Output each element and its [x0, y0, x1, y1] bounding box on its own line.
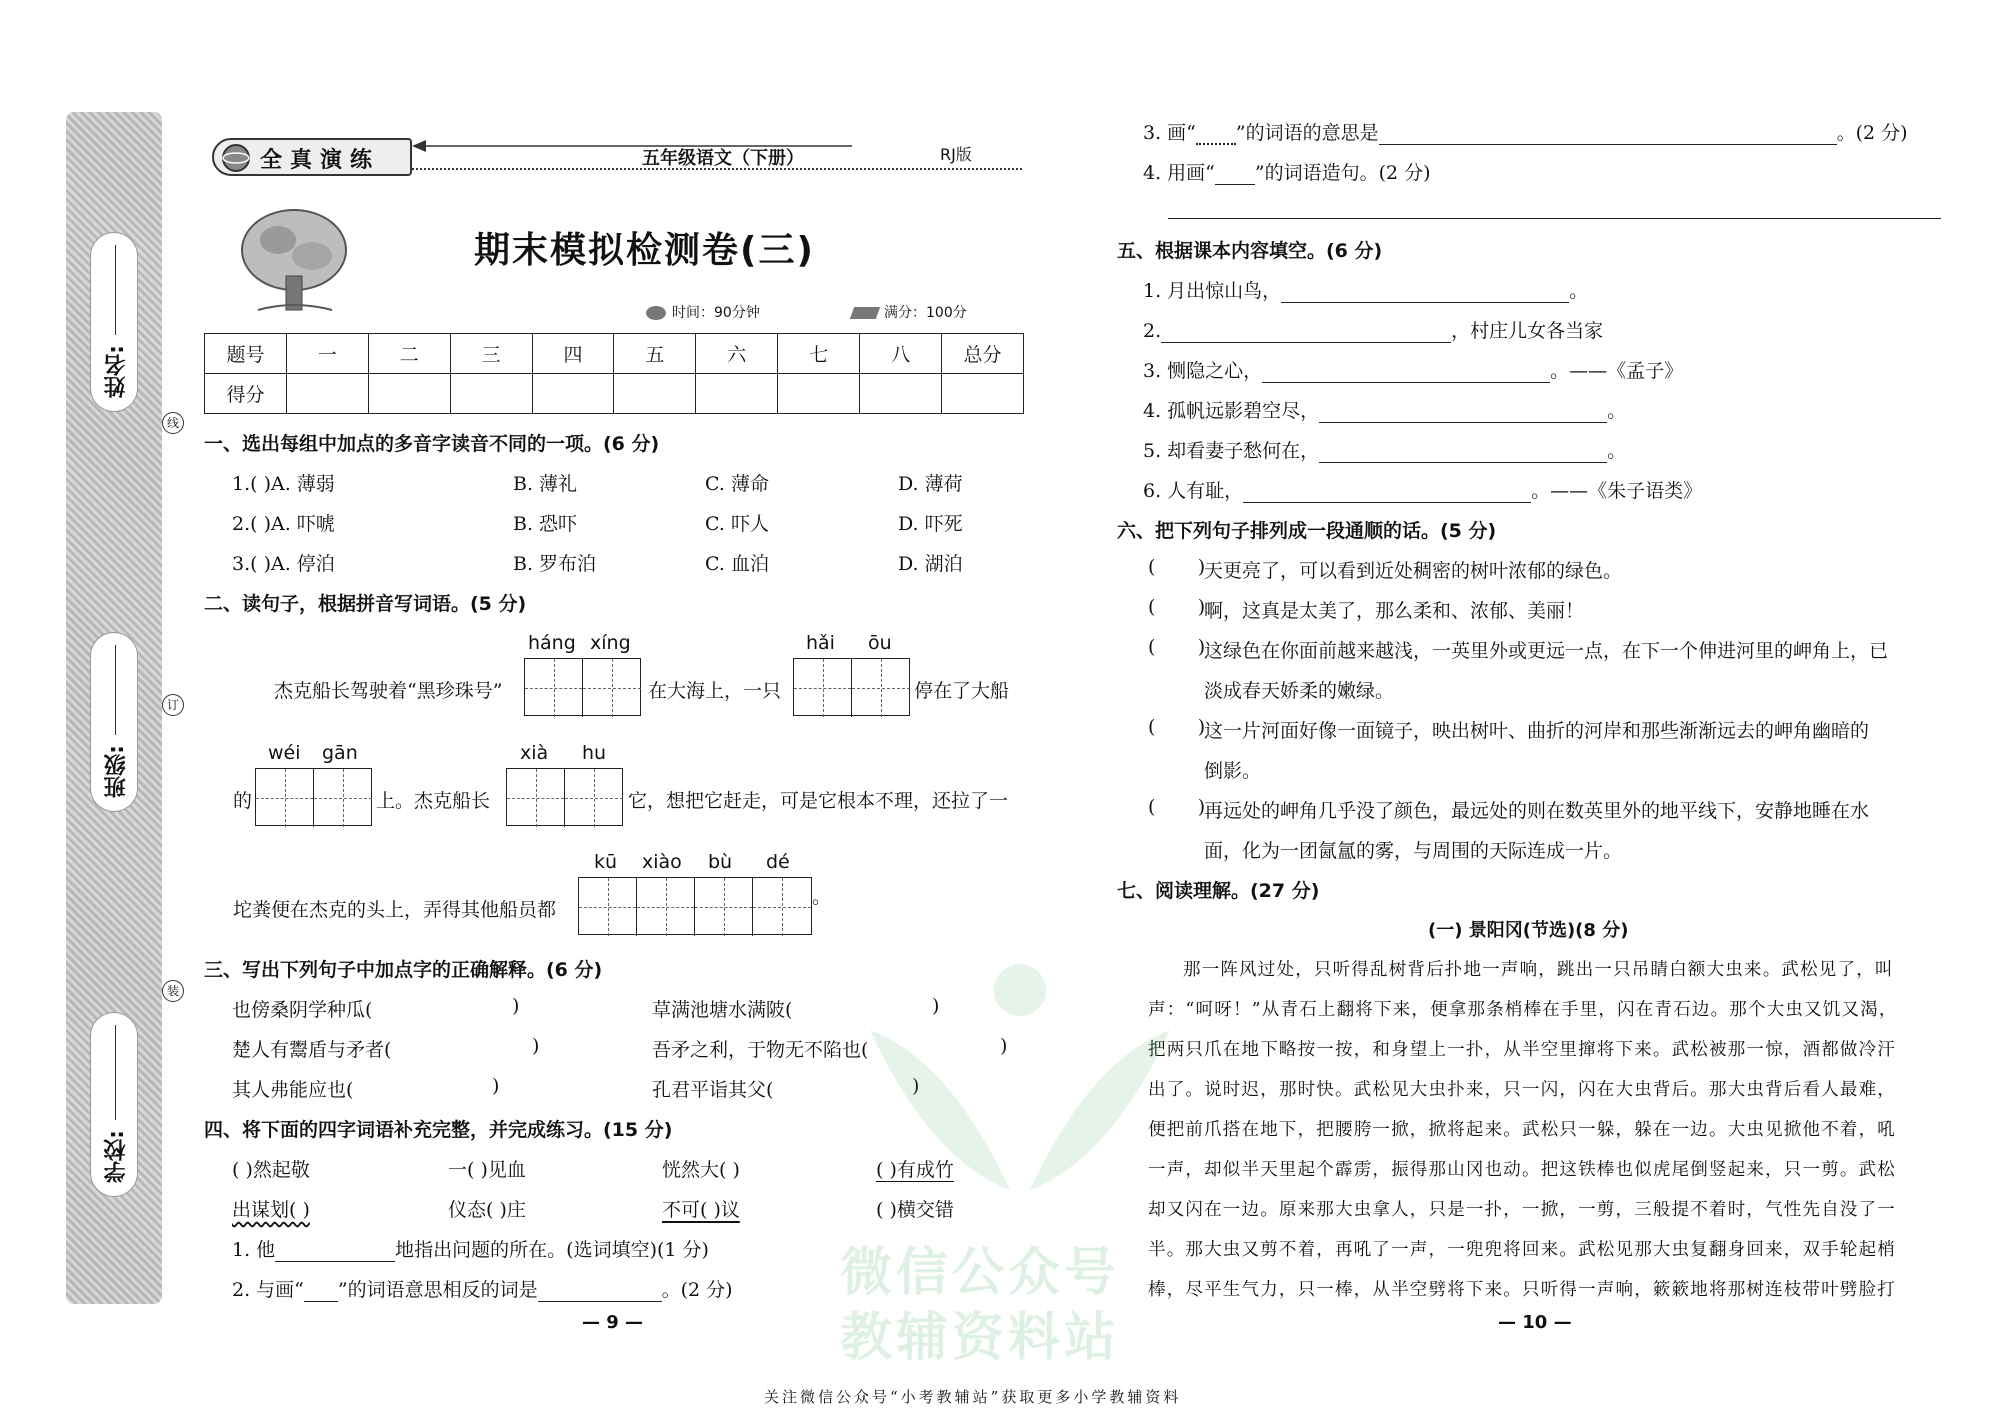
s2-text-1b: 在大海上，一只 — [648, 680, 782, 702]
book-icon — [850, 307, 880, 319]
exam-time: 时间：90分钟 — [672, 305, 760, 321]
answer-blank[interactable] — [1379, 126, 1837, 145]
tree-illustration — [228, 206, 358, 318]
pinyin: xiào — [642, 851, 682, 873]
answer-blank[interactable] — [275, 1243, 395, 1262]
score-table-cell: 二 — [368, 334, 450, 374]
watermark-text-1: 微信公众号 — [840, 1243, 1121, 1303]
pinyin-writing-box[interactable] — [524, 658, 641, 716]
s1-q3-c: C. 血泊 — [705, 553, 769, 575]
pinyin-writing-box[interactable] — [793, 658, 910, 716]
score-input-cell[interactable] — [368, 374, 450, 414]
name-line — [115, 245, 116, 335]
s2-text-2a: 的 — [233, 790, 253, 812]
pinyin: hǎi — [806, 632, 835, 654]
score-table-cell: 六 — [696, 334, 778, 374]
s6-sentence-cont: 淡成春天娇柔的嫩绿。 — [1204, 680, 1395, 702]
footer-note: 关注微信公众号“小考教辅站”获取更多小学教辅资料 — [764, 1388, 1182, 1406]
answer-blank[interactable] — [1161, 324, 1451, 343]
s5-text: 。——《孟子》 — [1550, 360, 1684, 382]
s4-q2 — [232, 1275, 733, 1302]
s5-text: 。 — [1569, 280, 1589, 302]
s5-text: 2. — [1143, 320, 1162, 342]
pinyin: ōu — [868, 632, 892, 654]
s6-sentence: 啊，这真是太美了，那么柔和、浓郁、美丽！ — [1204, 600, 1585, 622]
writing-cell[interactable] — [314, 769, 372, 827]
s5-item-3 — [1143, 356, 1683, 383]
section-1-heading: 一、选出每组中加点的多音字读音不同的一项。(6 分) — [204, 433, 660, 455]
marker-sample — [304, 1283, 338, 1302]
s5-text: 6. 人有耻， — [1143, 480, 1244, 502]
s6-sentence: 天更亮了，可以看到近处稠密的树叶浓郁的绿色。 — [1204, 560, 1623, 582]
reading-line: 一声，却似半天里起个霹雳，振得那山冈也动。把这铁棒也似虎尾倒竖起来，只一剪。武松 — [1148, 1160, 1896, 1180]
marker-sample — [1196, 126, 1236, 145]
s3-item-close: ) — [512, 995, 520, 1017]
s1-q1-c: C. 薄命 — [705, 473, 769, 495]
s3-item: 楚人有鬻盾与矛者( — [232, 1039, 392, 1061]
writing-cell[interactable] — [794, 659, 852, 717]
pinyin: kū — [594, 851, 618, 873]
pinyin: gān — [322, 742, 358, 764]
s4-q3 — [1143, 118, 1908, 145]
s2-text-1a: 杰克船长驾驶着“黑珍珠号” — [274, 680, 503, 702]
binding-mark-ding: 订 — [162, 694, 184, 716]
s5-item-4 — [1143, 396, 1626, 423]
order-paren[interactable]: ( ) — [1148, 556, 1206, 578]
s1-q2-b: B. 恐吓 — [513, 513, 578, 535]
section-5-heading: 五、根据课本内容填空。(6 分) — [1117, 240, 1383, 262]
writing-cell[interactable] — [507, 769, 565, 827]
s4-idiom: 仪态( )庄 — [448, 1199, 526, 1221]
s5-text: 4. 孤帆远影碧空尽， — [1143, 400, 1320, 422]
answer-blank[interactable] — [1319, 444, 1607, 463]
sentence-answer-line[interactable] — [1168, 218, 1941, 219]
s5-text: 。——《朱子语类》 — [1531, 480, 1703, 502]
pinyin: xíng — [590, 632, 631, 654]
s2-text-3b: 。 — [812, 886, 832, 908]
pinyin-writing-box[interactable] — [255, 768, 372, 826]
class-field-box — [90, 632, 138, 812]
s1-q3-d: D. 湖泊 — [898, 553, 963, 575]
s5-item-5 — [1143, 436, 1626, 463]
binding-mark-xian: 线 — [162, 412, 184, 434]
s4-idiom-underlined: ( )有成竹 — [876, 1159, 954, 1181]
s4-idiom: 一( )见血 — [448, 1159, 526, 1181]
globe-icon — [218, 140, 256, 174]
s4-idiom: ( )然起敬 — [232, 1159, 310, 1181]
marker-sample — [1215, 166, 1255, 185]
pinyin: háng — [528, 632, 576, 654]
s2-text-1c: 停在了大船 — [914, 680, 1010, 702]
score-table-score-row — [205, 374, 1024, 414]
reading-line: 把两只爪在地下略按一按，和身望上一扑，从半空里撺将下来。武松被那一惊，酒都做冷汗 — [1148, 1040, 1896, 1060]
s1-q2-a: 2.( )A. 吓唬 — [232, 513, 335, 535]
s5-text: 。 — [1607, 400, 1627, 422]
s4-q3-a: 3. 画“ — [1143, 122, 1196, 144]
score-table-cell: 八 — [860, 334, 942, 374]
s4-q2-b: ”的词语意思相反的词是 — [337, 1279, 538, 1301]
s4-q4 — [1143, 158, 1431, 185]
header-banner — [212, 138, 1022, 176]
s4-idiom: ( )横交错 — [876, 1199, 954, 1221]
section-3-heading: 三、写出下列句子中加点字的正确解释。(6 分) — [204, 959, 603, 981]
writing-cell[interactable] — [695, 878, 753, 936]
exam-full-score: 满分：100分 — [884, 305, 967, 321]
s1-q3-a: 3.( )A. 停泊 — [232, 553, 335, 575]
s5-text: ，村庄儿女各当家 — [1451, 320, 1604, 342]
s4-q1-a: 1. 他 — [232, 1239, 276, 1261]
page-number-right: — 10 — — [1498, 1312, 1572, 1333]
s3-item: 其人弗能应也( — [232, 1079, 354, 1101]
reading-line: 那一阵风过处，只听得乱树背后扑地一声响，跳出一只吊睛白额大虫来。武松见了，叫 — [1183, 960, 1894, 980]
exam-time-meta — [646, 302, 760, 322]
s5-text: 5. 却看妻子愁何在， — [1143, 440, 1320, 462]
reading-line: 棒，尽平生气力，只一棒，从半空劈将下来。只听得一声响，簌簌地将那树连枝带叶劈脸打 — [1148, 1280, 1896, 1300]
section-7-heading: 七、阅读理解。(27 分) — [1117, 880, 1320, 902]
s4-idiom-double: 不可( )议 — [662, 1199, 740, 1221]
series-logo-text: 全真演练 — [260, 148, 381, 173]
reading-subtitle: (一) 景阳冈(节选)(8 分) — [1428, 920, 1629, 941]
score-input-cell[interactable] — [614, 374, 696, 414]
order-paren[interactable]: ( ) — [1148, 796, 1206, 818]
s2-text-3a: 坨粪便在杰克的头上，弄得其他船员都 — [233, 899, 557, 921]
s2-text-2b: 上。杰克船长 — [376, 790, 491, 812]
score-table-cell: 总分 — [942, 334, 1024, 374]
s6-sentence-cont: 倒影。 — [1204, 760, 1262, 782]
score-input-cell[interactable] — [778, 374, 860, 414]
reading-line: 声：“呵呀！”从青石上翻将下来，便拿那条梢棒在手里，闪在青石边。那个大虫又饥又渴， — [1148, 1000, 1898, 1020]
reading-line: 便把前爪搭在地下，把腰胯一掀，掀将起来。武松只一躲，躲在一边。大虫见掀他不着，吼 — [1148, 1120, 1896, 1140]
s3-item-close: ) — [932, 995, 940, 1017]
s6-sentence-cont: 面，化为一团氤氲的雾，与周围的天际连成一片。 — [1204, 840, 1623, 862]
s3-item: 草满池塘水满陂( — [652, 999, 793, 1021]
school-label: 学校: — [104, 1130, 129, 1183]
writing-cell[interactable] — [579, 878, 637, 936]
s6-sentence: 这绿色在你面前越来越浅，一英里外或更远一点，在下一个伸进河里的岬角上，已 — [1204, 640, 1889, 662]
s5-text: 1. 月出惊山鸟， — [1143, 280, 1282, 302]
school-line — [115, 1025, 116, 1120]
answer-blank[interactable] — [1281, 284, 1569, 303]
score-input-cell[interactable] — [286, 374, 368, 414]
score-table-header-row — [205, 334, 1024, 374]
s5-text: 。 — [1607, 440, 1627, 462]
s3-item: 也傍桑阴学种瓜( — [232, 999, 373, 1021]
answer-blank[interactable] — [538, 1283, 662, 1302]
s4-idiom-wavy: 出谋划( ) — [232, 1199, 310, 1221]
reading-line: 却又闪在一边。原来那大虫拿人，只是一扑，一掀，一剪，三般提不着时，气性先自没了一 — [1148, 1200, 1896, 1220]
s1-q1-a: 1.( )A. 薄弱 — [232, 473, 335, 495]
score-table-cell: 七 — [778, 334, 860, 374]
s6-sentence: 这一片河面好像一面镜子，映出树叶、曲折的河岸和那些渐渐远去的岬角幽暗的 — [1204, 720, 1870, 742]
score-input-cell[interactable] — [860, 374, 942, 414]
answer-blank[interactable] — [1243, 484, 1531, 503]
score-table-cell: 一 — [286, 334, 368, 374]
s4-q4-a: 4. 用画“ — [1143, 162, 1215, 184]
score-input-cell[interactable] — [450, 374, 532, 414]
s4-q3-b: ”的词语的意思是 — [1235, 122, 1379, 144]
score-input-cell[interactable] — [696, 374, 778, 414]
s3-item: 吾矛之利，于物无不陷也( — [652, 1039, 869, 1061]
s3-item-close: ) — [1000, 1035, 1008, 1057]
section-2-heading: 二、读句子，根据拼音写词语。(5 分) — [204, 593, 527, 615]
s6-sentence: 再远处的岬角几乎没了颜色，最远处的则在数英里外的地平线下，安静地睡在水 — [1204, 800, 1870, 822]
s5-item-6 — [1143, 476, 1702, 503]
writing-cell[interactable] — [565, 769, 623, 827]
pinyin-writing-box[interactable] — [506, 768, 623, 826]
binding-mark-zhuang: 装 — [162, 980, 184, 1002]
s4-q1-b: 地指出问题的所在。(选词填空)(1 分) — [395, 1239, 709, 1261]
s5-item-1 — [1143, 276, 1588, 303]
s5-text: 3. 恻隐之心， — [1143, 360, 1263, 382]
pinyin: dé — [766, 851, 790, 873]
writing-cell[interactable] — [256, 769, 314, 827]
s3-item: 孔君平诣其父( — [652, 1079, 774, 1101]
answer-blank[interactable] — [1262, 364, 1550, 383]
s3-item-close: ) — [532, 1035, 540, 1057]
class-label: 班级: — [104, 745, 129, 798]
s4-q1 — [232, 1235, 709, 1262]
pinyin: hu — [582, 742, 607, 764]
clock-icon — [646, 306, 666, 320]
school-field-box — [90, 1012, 138, 1197]
exam-title: 期末模拟检测卷(三) — [474, 230, 815, 271]
s1-q2-c: C. 吓人 — [705, 513, 769, 535]
score-input-cell[interactable] — [942, 374, 1024, 414]
score-row-label: 得分 — [205, 374, 287, 414]
exam-score-meta — [852, 302, 967, 322]
name-field-box — [90, 232, 138, 412]
s3-item-close: ) — [492, 1075, 500, 1097]
score-table-cell: 五 — [614, 334, 696, 374]
writing-cell[interactable] — [753, 878, 811, 936]
name-label: 姓名: — [104, 345, 129, 398]
writing-cell[interactable] — [852, 659, 910, 717]
writing-cell[interactable] — [525, 659, 583, 717]
score-table-cell: 三 — [450, 334, 532, 374]
series-logo — [212, 138, 412, 176]
answer-blank[interactable] — [1319, 404, 1607, 423]
order-paren[interactable]: ( ) — [1148, 636, 1206, 658]
subject-label: 五年级语文（下册） — [642, 148, 804, 169]
pinyin-writing-box[interactable] — [578, 877, 812, 935]
writing-cell[interactable] — [637, 878, 695, 936]
s4-q4-b: ”的词语造句。(2 分) — [1254, 162, 1431, 184]
class-line — [115, 645, 116, 735]
s1-q1-d: D. 薄荷 — [898, 473, 963, 495]
watermark-text-2: 教辅资料站 — [840, 1308, 1121, 1368]
s4-idiom: 恍然大( ) — [662, 1159, 740, 1181]
score-table — [204, 333, 1024, 414]
s1-q1-b: B. 薄礼 — [513, 473, 578, 495]
reading-line: 半。那大虫又剪不着，再吼了一声，一兜兜将回来。武松见那大虫复翻身回来，双手轮起梢 — [1148, 1240, 1896, 1260]
page-number-left: — 9 — — [582, 1312, 644, 1333]
s2-text-2c: 它，想把它赶走，可是它根本不理，还拉了一 — [628, 790, 1009, 812]
score-table-cell: 题号 — [205, 334, 287, 374]
s5-item-2 — [1143, 316, 1603, 343]
section-4-heading: 四、将下面的四字词语补充完整，并完成练习。(15 分) — [204, 1119, 673, 1141]
version-label: RJ版 — [940, 145, 972, 164]
s4-q2-c: 。(2 分) — [661, 1279, 733, 1301]
score-table-cell: 四 — [532, 334, 614, 374]
section-6-heading: 六、把下列句子排列成一段通顺的话。(5 分) — [1117, 520, 1497, 542]
pinyin: xià — [520, 742, 549, 764]
s4-q3-c: 。(2 分) — [1836, 122, 1908, 144]
reading-line: 出了。说时迟，那时快。武松见大虫扑来，只一闪，闪在大虫背后。那大虫背后看人最难， — [1148, 1080, 1896, 1100]
score-input-cell[interactable] — [532, 374, 614, 414]
writing-cell[interactable] — [583, 659, 641, 717]
s1-q2-d: D. 吓死 — [898, 513, 963, 535]
pinyin: wéi — [268, 742, 301, 764]
s3-item-close: ) — [912, 1075, 920, 1097]
s1-q3-b: B. 罗布泊 — [513, 553, 597, 575]
order-paren[interactable]: ( ) — [1148, 596, 1206, 618]
order-paren[interactable]: ( ) — [1148, 716, 1206, 738]
binding-strip — [66, 112, 162, 1304]
pinyin: bù — [708, 851, 733, 873]
s4-q2-a: 2. 与画“ — [232, 1279, 304, 1301]
